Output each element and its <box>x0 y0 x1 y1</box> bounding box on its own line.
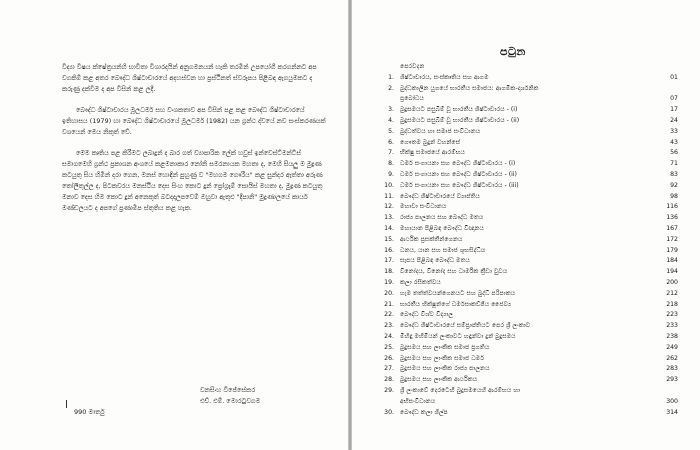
toc-entry <box>372 332 688 343</box>
toc-entry-number: 30. <box>384 408 394 416</box>
toc-entry-page: 24 <box>670 116 678 124</box>
table-of-contents <box>372 62 688 418</box>
toc-entry-number: 7. <box>388 149 394 157</box>
toc-entry-title: මහායාන පිළිබඳ බෞද්ධ විඥානය <box>400 224 484 232</box>
preface-paragraph: විද්‍යා විෂය ක්ෂේත්‍රයන්හි භාවිතා විශාරදයින් අනුගමනයන් හැකි තරමින් උපයෝගී කරගන්නට අප වගකිම් කළ අතර බෞද්ධ ශිෂ්ටාචාරයේ අදහස්වන හා ප්‍රස්ථිනත් ස්වරූපය පිළිබඳ ඇගයුමකට ද කරුණු දක්වීම ද අප විසින් කළ ලදී. <box>62 64 317 93</box>
toc-entry-title: බුදුසමයට පසුබිම් වූ භාරතීය ශිෂ්ටාචාරය - (ii) <box>400 116 520 124</box>
toc-entry <box>372 397 688 408</box>
toc-entry-number: 13. <box>384 214 394 222</box>
toc-entry-number: 12. <box>384 203 394 211</box>
toc-entry <box>372 375 688 386</box>
toc-entry <box>372 181 688 192</box>
toc-entry-page: 249 <box>666 343 678 351</box>
toc-entry-number: 23. <box>384 322 394 330</box>
toc-entry-page: 01 <box>670 73 678 81</box>
toc-entry-page: 293 <box>666 376 678 384</box>
toc-entry-title: පෙරවදන <box>400 63 425 70</box>
toc-entry <box>372 62 688 73</box>
toc-entry-page: 98 <box>670 192 678 200</box>
toc-entry-title: බුදුසමය සහ ලාංකික සමාජ ධර්ම <box>400 354 484 362</box>
toc-entry <box>372 202 688 213</box>
preface-paragraph: මෙම කෘතිය පළ කිරීමට ලබාදුන් ද බාර ගත් ව්‍යාපාරික ලේක් හවුස් ඉන්වෙස්ට්මන්ට්ස් සමාගමෙහි ග්‍රන්ථ ප්‍රකාශන අංශයේ කළමනාකාර නෝනි සමරනායක මහතා ද, මෙහි සියලු ම මුද්‍රණ කටයුතු සිය හිමින් දරා ගෙන, මනස් හොඳින් පුහුණු ව "මහගම ගෞරීය" කළ සුන්දර ඇත්තා අරුණ තෝලිතුල්ල ද, පිටකවරය මනස්ථිය දෙස සිංහ කොට දුන් ප්‍රෝග්‍රෑම් සොයිස් මහතා ද, මුද්‍රණ කටයුතු මනාව දෙස හිම කොට දුන් අනෙකුත් බටදදාලපවෙම් ඔහුවා ඇතුළු "දීපානි" මුද්‍රණාලයේ කාර්ය මණ්ඩලයට ද අපගේ ප්‍රණාමිප ස්තුතිය කළ හැක. <box>62 150 323 212</box>
toc-entry-title: ශිෂ්ටාචාරය, සංස්කෘතිය සහ ආගම <box>400 73 489 81</box>
toc-entry <box>372 84 688 95</box>
toc-entry-title: බුද්ධත්වය හා සමාජ සංවිධානය <box>400 127 481 135</box>
toc-entry-number: 21. <box>384 300 394 308</box>
toc-entry <box>372 192 688 203</box>
toc-entry-number: 8. <box>388 160 394 168</box>
toc-entry-number: 14. <box>384 224 394 232</box>
toc-entry-title: ගෞතම බුදුන් වහන්සේ <box>400 138 461 146</box>
toc-entry <box>372 213 688 224</box>
toc-entry-page: 314 <box>666 408 678 416</box>
toc-entry-number: 15. <box>384 235 394 243</box>
signature-block <box>200 385 340 407</box>
toc-entry-number: 10. <box>384 181 394 189</box>
toc-entry-page: 92 <box>670 181 678 189</box>
toc-entry <box>372 246 688 257</box>
toc-entry-page: 167 <box>666 224 678 232</box>
toc-entry-title: භික්ෂු සමාජයේ ආරම්භය <box>400 149 466 157</box>
preface-date: 990 මාර්තු <box>74 408 105 416</box>
toc-entry-page: 200 <box>666 278 678 286</box>
toc-entry-number: 9. <box>388 170 394 178</box>
toc-entry <box>372 278 688 289</box>
toc-entry <box>372 300 688 311</box>
toc-entry-title: භාරතීය භික්ෂූන්ගේ ධර්මසාකච්ඡීය ජෛව්‍ය <box>400 300 512 308</box>
toc-title: පටුන <box>500 45 526 58</box>
toc-entry-page: 43 <box>670 138 678 146</box>
toc-entry-title: හැම තත්ත්වයන්ගෙනයට සහ බුද්ධි පරිපාකය <box>400 289 516 297</box>
toc-entry-title: බෞද්ධ විශ්ව විද්‍යාල <box>400 311 454 319</box>
toc-entry-title: ශ්‍රී ලංකාවේ දෙරටෙහි බුදුසමයෙහි ආරම්භය හා <box>400 386 521 394</box>
toc-entry-title: බුද්ධකාලීන යුගයේ භාරතීය සමාජය: ආගමික-දාර්ශනික <box>400 84 539 92</box>
toc-entry-page: 17 <box>670 106 678 114</box>
margin-mark <box>66 400 67 408</box>
toc-entry-page: 300 <box>666 397 678 405</box>
toc-entry <box>372 148 688 159</box>
toc-entry-number: 22. <box>384 311 394 319</box>
toc-entry-title: අභිසංවිධානය <box>400 397 436 405</box>
toc-entry-title: සැපය පිළිබඳ බෞද්ධ මතය <box>400 257 470 265</box>
toc-entry-title: ධර්ම සංගායනා සහ බෞද්ධ ශිෂ්ටාචාරය - (iii) <box>400 181 519 189</box>
toc-entry <box>372 235 688 246</box>
toc-entry-title: මිහිඳු මහිමියන් ලංකාවට හඳුන්වා දුන් බුදුසමය <box>400 332 516 340</box>
toc-entry-page: 212 <box>666 289 678 297</box>
toc-entry-number: 29. <box>384 386 394 394</box>
toc-entry <box>372 267 688 278</box>
toc-entry-page: 194 <box>666 268 678 276</box>
toc-entry-title: රාජ්‍ය පාලනය සහ බෞද්ධ මතය <box>400 214 484 222</box>
author-name: වනසිංහ විජේසේකර <box>200 386 256 394</box>
toc-entry-page: 71 <box>670 160 678 168</box>
toc-entry-title: බුදුසමයට පසුබිම් වූ භාරතීය ශිෂ්ටාචාරය - (i) <box>400 106 518 114</box>
toc-entry-page: 184 <box>666 257 678 265</box>
toc-entry-title: බුදුසමය සහ ලාංකික සමාජ ප්‍රගතිය <box>400 343 490 351</box>
toc-entry-title: ධර්ම සංගායනා සහ බෞද්ධ ශිෂ්ටාචාරය - (i) <box>400 160 516 168</box>
toc-entry <box>372 127 688 138</box>
toc-entry <box>372 73 688 84</box>
toc-entry-number: 24. <box>384 332 394 340</box>
toc-entry-page: 218 <box>666 300 678 308</box>
author-name-2: එච්. එම්. මොරටුවගම <box>200 397 261 405</box>
toc-entry-title: බුදුසමය සහ ලාංකික ආර්ථිකය <box>400 376 478 384</box>
toc-entry-number: 4. <box>388 116 394 124</box>
toc-entry <box>372 224 688 235</box>
toc-entry-page: 116 <box>666 203 678 211</box>
toc-entry-page: 56 <box>670 149 678 157</box>
toc-entry <box>372 408 688 419</box>
toc-entry <box>372 116 688 127</box>
toc-entry-page: 238 <box>666 332 678 340</box>
toc-entry-number: 11. <box>384 192 394 200</box>
toc-entry-title: ප්‍රබෝධය <box>400 95 424 103</box>
toc-entry <box>372 105 688 116</box>
preface-text <box>62 62 332 224</box>
preface-paragraph: බෞද්ධ ශිෂ්ටාචාරය මූලධර්ම සහ වංශකතාව අප විසින් පළ කළ බෞද්ධ ශිෂ්ටාචාරයේ ඉතිහාසය (1979) හා බෞද්ධ ශිෂ්ටාචාරයේ මූලධර්ම (1982) යන ග්‍රන්ථ ද්වයේ නව සංස්කරණයක් වශයෙන් මෙය නිකුත් වේ. <box>62 107 326 136</box>
toc-entry-title: ධර්ම සංගායනා සහ බෞද්ධ ශිෂ්ටාචාරය - (ii) <box>400 170 517 178</box>
toc-entry-page: 179 <box>666 246 678 254</box>
toc-entry-title: ධනය, යාන සහ සමාජ ශුභසිද්ධිය <box>400 246 486 254</box>
toc-entry-title: ආර්ථික ප්‍රසක්තීන්ගෙනය <box>400 235 463 243</box>
toc-entry-number: 19. <box>384 278 394 286</box>
toc-entry-number: 16. <box>384 246 394 254</box>
toc-entry-number: 2. <box>388 84 394 92</box>
toc-entry <box>372 138 688 149</box>
toc-entry-number: 6. <box>388 138 394 146</box>
toc-entry-page: 33 <box>670 127 678 135</box>
toc-entry <box>372 94 688 105</box>
toc-entry-title: බුදුසමය සහ ලාංකික රාජ්‍ය පාලනය <box>400 365 490 373</box>
toc-entry-number: 17. <box>384 257 394 265</box>
toc-entry-page: 83 <box>670 170 678 178</box>
toc-entry-number: 25. <box>384 343 394 351</box>
toc-entry-number: 18. <box>384 268 394 276</box>
toc-entry <box>372 170 688 181</box>
toc-entry <box>372 310 688 321</box>
toc-entry-title: බෞද්ධ කලා ශිල්ප <box>400 408 448 416</box>
toc-entry-page: 136 <box>666 214 678 222</box>
toc-entry-title: මහාචා සංවිධානය <box>400 203 447 211</box>
toc-entry-page: 223 <box>666 311 678 319</box>
toc-entry <box>372 321 688 332</box>
toc-entry <box>372 256 688 267</box>
toc-entry-page: 283 <box>666 365 678 373</box>
toc-entry <box>372 343 688 354</box>
toc-entry-number: 3. <box>388 106 394 114</box>
toc-entry-title: කලා රසිකත්වය <box>400 278 441 286</box>
toc-entry-number: 5. <box>388 127 394 135</box>
toc-entry-title: බෞද්ධ ශිෂ්ටාචාරයේ ව්‍යාප්තිය <box>400 192 480 200</box>
toc-entry-page: 233 <box>666 322 678 330</box>
toc-entry-title: බෞද්ධ ශිෂ්ටාචාරයේ සම්ප්‍රාප්තියට පෙර ශ්‍රී ලංකාව <box>400 322 531 330</box>
toc-entry-number: 26. <box>384 354 394 362</box>
toc-entry <box>372 354 688 365</box>
toc-entry-title: විනෝදය, විනෝද සහ ධාර්මික ක්‍රීඩා වුවය <box>400 268 508 276</box>
toc-entry <box>372 364 688 375</box>
toc-entry <box>372 386 688 397</box>
toc-entry-number: 27. <box>384 365 394 373</box>
toc-entry-number: 1. <box>388 73 394 81</box>
toc-entry-page: 172 <box>666 235 678 243</box>
toc-entry <box>372 159 688 170</box>
toc-entry-number: 28. <box>384 376 394 384</box>
toc-entry <box>372 289 688 300</box>
toc-entry-number: 20. <box>384 289 394 297</box>
toc-entry-page: 07 <box>670 95 678 103</box>
toc-entry-page: 262 <box>666 354 678 362</box>
